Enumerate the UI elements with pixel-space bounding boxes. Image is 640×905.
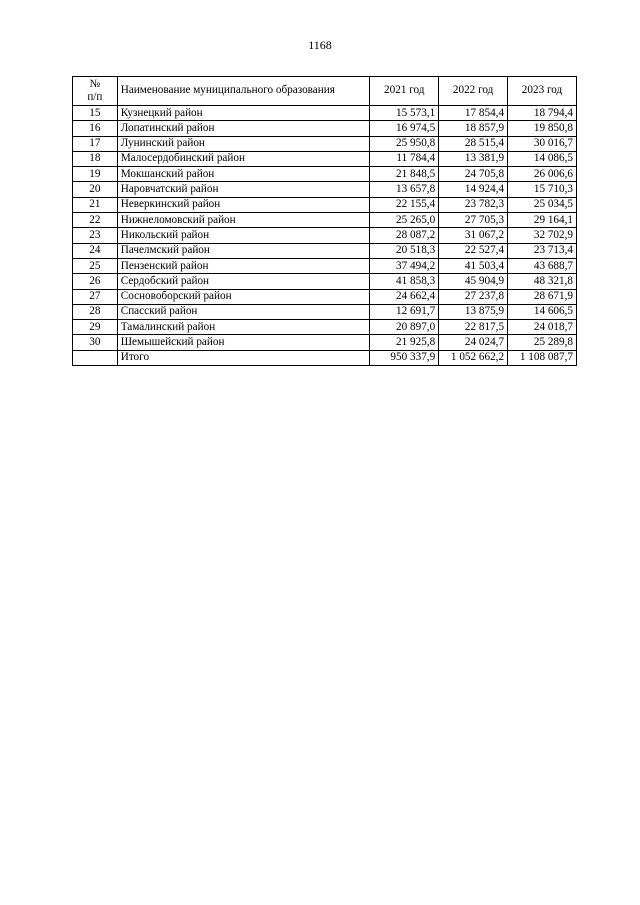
row-value-2021: 950 337,9 <box>370 350 439 365</box>
row-number: 29 <box>73 320 118 335</box>
header-2021: 2021 год <box>370 77 439 106</box>
row-value-2023: 24 018,7 <box>508 320 577 335</box>
table-row <box>73 243 577 258</box>
row-municipality: Итого <box>117 350 370 365</box>
row-value-2023: 25 289,8 <box>508 335 577 350</box>
table-row <box>73 274 577 289</box>
row-value-2021: 22 155,4 <box>370 197 439 212</box>
row-value-2021: 28 087,2 <box>370 228 439 243</box>
row-value-2023: 25 034,5 <box>508 197 577 212</box>
budget-table <box>72 76 577 366</box>
row-value-2023: 15 710,3 <box>508 182 577 197</box>
row-value-2021: 20 518,3 <box>370 243 439 258</box>
row-municipality: Сердобский район <box>117 274 370 289</box>
row-value-2021: 13 657,8 <box>370 182 439 197</box>
row-value-2023: 18 794,4 <box>508 106 577 121</box>
row-number: 21 <box>73 197 118 212</box>
row-municipality: Нижнеломовский район <box>117 213 370 228</box>
row-municipality: Мокшанский район <box>117 167 370 182</box>
row-value-2022: 13 381,9 <box>439 151 508 166</box>
row-number: 18 <box>73 151 118 166</box>
table-row <box>73 121 577 136</box>
row-value-2021: 20 897,0 <box>370 320 439 335</box>
row-value-2023: 48 321,8 <box>508 274 577 289</box>
row-municipality: Кузнецкий район <box>117 106 370 121</box>
row-value-2023: 14 086,5 <box>508 151 577 166</box>
row-value-2021: 11 784,4 <box>370 151 439 166</box>
row-value-2022: 22 817,5 <box>439 320 508 335</box>
row-value-2023: 14 606,5 <box>508 304 577 319</box>
table-row <box>73 182 577 197</box>
table-total-row <box>73 350 577 365</box>
row-municipality: Лунинский район <box>117 136 370 151</box>
row-municipality: Пачелмский район <box>117 243 370 258</box>
row-value-2022: 31 067,2 <box>439 228 508 243</box>
row-municipality: Тамалинский район <box>117 320 370 335</box>
header-number-abbrev: п/п <box>87 91 103 103</box>
row-value-2021: 24 662,4 <box>370 289 439 304</box>
table-row <box>73 213 577 228</box>
row-value-2022: 28 515,4 <box>439 136 508 151</box>
row-value-2021: 25 950,8 <box>370 136 439 151</box>
row-value-2023: 32 702,9 <box>508 228 577 243</box>
row-number: 25 <box>73 258 118 273</box>
row-value-2023: 43 688,7 <box>508 258 577 273</box>
row-value-2022: 24 705,8 <box>439 167 508 182</box>
row-value-2023: 29 164,1 <box>508 213 577 228</box>
row-value-2022: 18 857,9 <box>439 121 508 136</box>
row-value-2022: 45 904,9 <box>439 274 508 289</box>
table-row <box>73 320 577 335</box>
row-number: 28 <box>73 304 118 319</box>
row-municipality: Лопатинский район <box>117 121 370 136</box>
row-value-2021: 41 858,3 <box>370 274 439 289</box>
row-number: 22 <box>73 213 118 228</box>
row-municipality: Шемышейский район <box>117 335 370 350</box>
table-row <box>73 258 577 273</box>
row-value-2022: 13 875,9 <box>439 304 508 319</box>
row-municipality: Наровчатский район <box>117 182 370 197</box>
row-number: 27 <box>73 289 118 304</box>
table-row <box>73 167 577 182</box>
row-value-2022: 23 782,3 <box>439 197 508 212</box>
row-value-2022: 24 024,7 <box>439 335 508 350</box>
header-number <box>73 77 118 106</box>
header-number-sign: № <box>89 78 101 91</box>
row-municipality: Малосердобинский район <box>117 151 370 166</box>
row-value-2022: 17 854,4 <box>439 106 508 121</box>
table-row <box>73 289 577 304</box>
header-2023: 2023 год <box>508 77 577 106</box>
row-municipality: Неверкинский район <box>117 197 370 212</box>
row-number: 20 <box>73 182 118 197</box>
table-row <box>73 151 577 166</box>
row-value-2022: 14 924,4 <box>439 182 508 197</box>
table-row <box>73 304 577 319</box>
header-municipality: Наименование муниципального образования <box>117 77 370 106</box>
row-value-2022: 27 237,8 <box>439 289 508 304</box>
row-value-2021: 12 691,7 <box>370 304 439 319</box>
row-value-2023: 23 713,4 <box>508 243 577 258</box>
row-value-2021: 25 265,0 <box>370 213 439 228</box>
table-row <box>73 197 577 212</box>
row-value-2021: 21 848,5 <box>370 167 439 182</box>
row-number: 23 <box>73 228 118 243</box>
row-number: 15 <box>73 106 118 121</box>
row-value-2022: 27 705,3 <box>439 213 508 228</box>
row-municipality: Спасский район <box>117 304 370 319</box>
row-number <box>73 350 118 365</box>
row-municipality: Сосновоборский район <box>117 289 370 304</box>
row-number: 17 <box>73 136 118 151</box>
row-value-2021: 15 573,1 <box>370 106 439 121</box>
row-value-2022: 22 527,4 <box>439 243 508 258</box>
table-row <box>73 228 577 243</box>
table-body <box>73 106 577 366</box>
row-municipality: Пензенский район <box>117 258 370 273</box>
row-value-2021: 16 974,5 <box>370 121 439 136</box>
row-number: 16 <box>73 121 118 136</box>
table-row <box>73 335 577 350</box>
row-municipality: Никольский район <box>117 228 370 243</box>
row-number: 24 <box>73 243 118 258</box>
header-2022: 2022 год <box>439 77 508 106</box>
row-value-2023: 30 016,7 <box>508 136 577 151</box>
page-number: 1168 <box>308 38 332 52</box>
row-value-2023: 1 108 087,7 <box>508 350 577 365</box>
row-value-2022: 1 052 662,2 <box>439 350 508 365</box>
table-row <box>73 136 577 151</box>
row-number: 19 <box>73 167 118 182</box>
table-header-row <box>73 77 577 106</box>
row-value-2023: 19 850,8 <box>508 121 577 136</box>
row-value-2022: 41 503,4 <box>439 258 508 273</box>
row-number: 30 <box>73 335 118 350</box>
row-value-2021: 21 925,8 <box>370 335 439 350</box>
row-value-2023: 26 006,6 <box>508 167 577 182</box>
row-value-2023: 28 671,9 <box>508 289 577 304</box>
row-number: 26 <box>73 274 118 289</box>
table-row <box>73 106 577 121</box>
row-value-2021: 37 494,2 <box>370 258 439 273</box>
